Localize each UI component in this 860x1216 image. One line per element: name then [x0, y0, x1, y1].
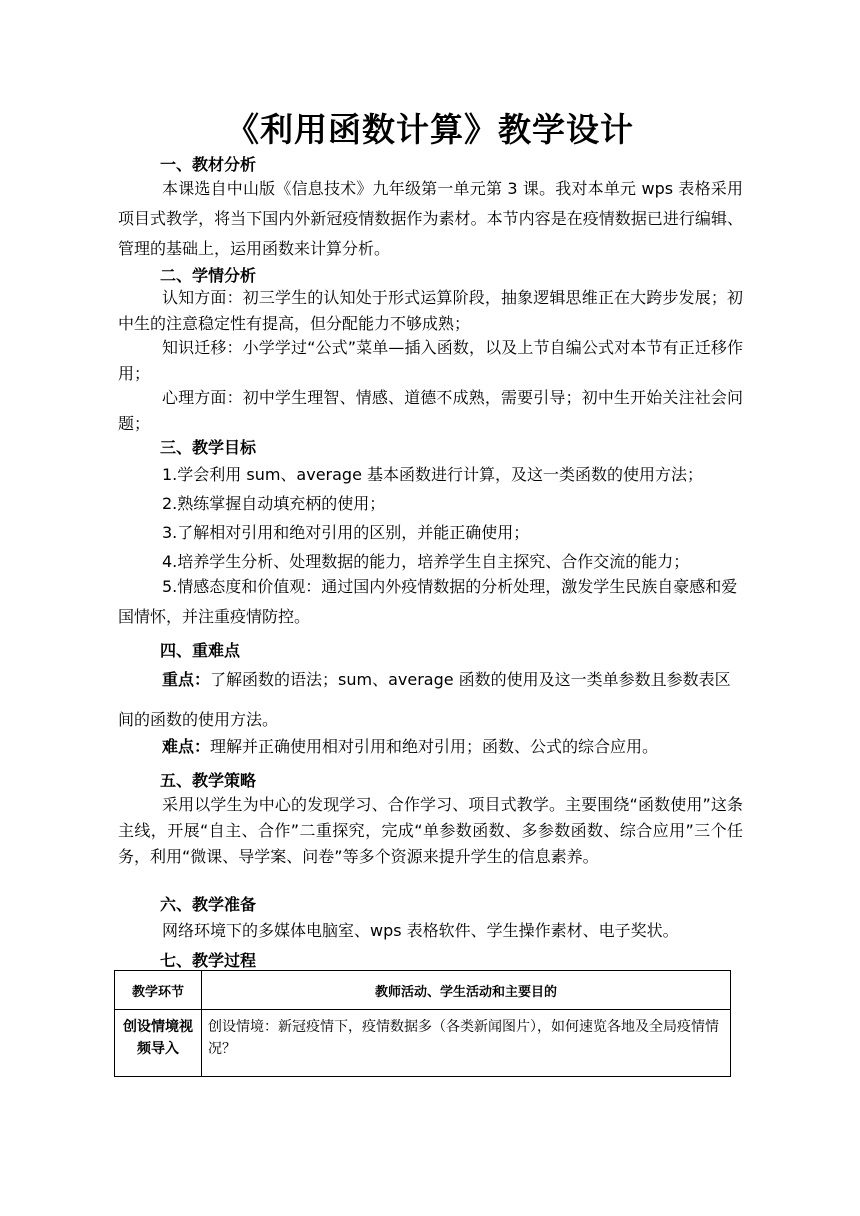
- section-heading-1: 一、教材分析: [160, 155, 257, 174]
- section-heading-7: 七、教学过程: [160, 951, 257, 970]
- section-heading-6: 六、教学准备: [160, 895, 257, 914]
- objective-item: 2.熟练掌握自动填充柄的使用；: [162, 494, 386, 513]
- table-row: [115, 1010, 731, 1077]
- key-point-text: 了解函数的语法；sum、average 函数的使用及这一类单参数且参数表区间的函数的使用方法。: [118, 670, 731, 729]
- table-header-stage: 教学环节: [115, 971, 202, 1010]
- table-cell-stage: 创设情境视频导入: [115, 1010, 202, 1077]
- difficulty-paragraph: [118, 732, 743, 762]
- section-1-paragraph: 本课选自中山版《信息技术》九年级第一单元第 3 课。我对本单元 wps 表格采用项目式教学，将当下国内外新冠疫情数据作为素材。本节内容是在疫情数据已进行编辑、管理的基础上，运用函数来计算分析。: [118, 179, 743, 258]
- table-cell-content: 创设情境：新冠疫情下，疫情数据多（各类新闻图片），如何速览各地及全局疫情情况？: [202, 1010, 731, 1077]
- document-title: 《利用函数计算》教学设计: [226, 110, 634, 149]
- objective-item: 5.情感态度和价值观：通过国内外疫情数据的分析处理，激发学生民族自豪感和爱国情怀，并注重疫情防控。: [118, 577, 738, 626]
- table-header-activities: 教师活动、学生活动和主要目的: [202, 971, 731, 1010]
- section-heading-3: 三、教学目标: [160, 438, 257, 457]
- difficulty-label: 难点：: [162, 737, 211, 756]
- section-2-paragraph-2: 知识迁移：小学学过“公式”菜单—插入函数，以及上节自编公式对本节有正迁移作用；: [118, 338, 743, 383]
- section-2-paragraph-3: 心理方面：初中学生理智、情感、道德不成熟，需要引导；初中生开始关注社会问题；: [118, 388, 743, 433]
- objective-item: 3.了解相对引用和绝对引用的区别，并能正确使用；: [162, 523, 530, 542]
- section-6-paragraph: 网络环境下的多媒体电脑室、wps 表格软件、学生操作素材、电子奖状。: [162, 921, 679, 940]
- teaching-process-table: [114, 970, 731, 1077]
- section-5-paragraph: 采用以学生为中心的发现学习、合作学习、项目式教学。主要围绕“函数使用”这条主线，开展“自主、合作”二重探究，完成“单参数函数、多参数函数、综合应用”三个任务，利用“微课、导学案、问卷”等多个资源来提升学生的信息素养。: [118, 795, 743, 866]
- section-heading-4: 四、重难点: [160, 641, 241, 660]
- table-header-row: [115, 971, 731, 1010]
- key-point-label: 重点：: [162, 670, 211, 689]
- section-heading-2: 二、学情分析: [160, 266, 257, 285]
- difficulty-text: 理解并正确使用相对引用和绝对引用；函数、公式的综合应用。: [210, 737, 659, 756]
- section-2-paragraph-1: 认知方面：初三学生的认知处于形式运算阶段，抽象逻辑思维正在大跨步发展；初中生的注意稳定性有提高，但分配能力不够成熟；: [118, 288, 743, 333]
- section-heading-5: 五、教学策略: [160, 771, 257, 790]
- key-point-paragraph: [118, 660, 743, 740]
- objective-item: 4.培养学生分析、处理数据的能力，培养学生自主探究、合作交流的能力；: [162, 552, 690, 571]
- objective-item: 1.学会利用 sum、average 基本函数进行计算，及这一类函数的使用方法；: [162, 465, 704, 484]
